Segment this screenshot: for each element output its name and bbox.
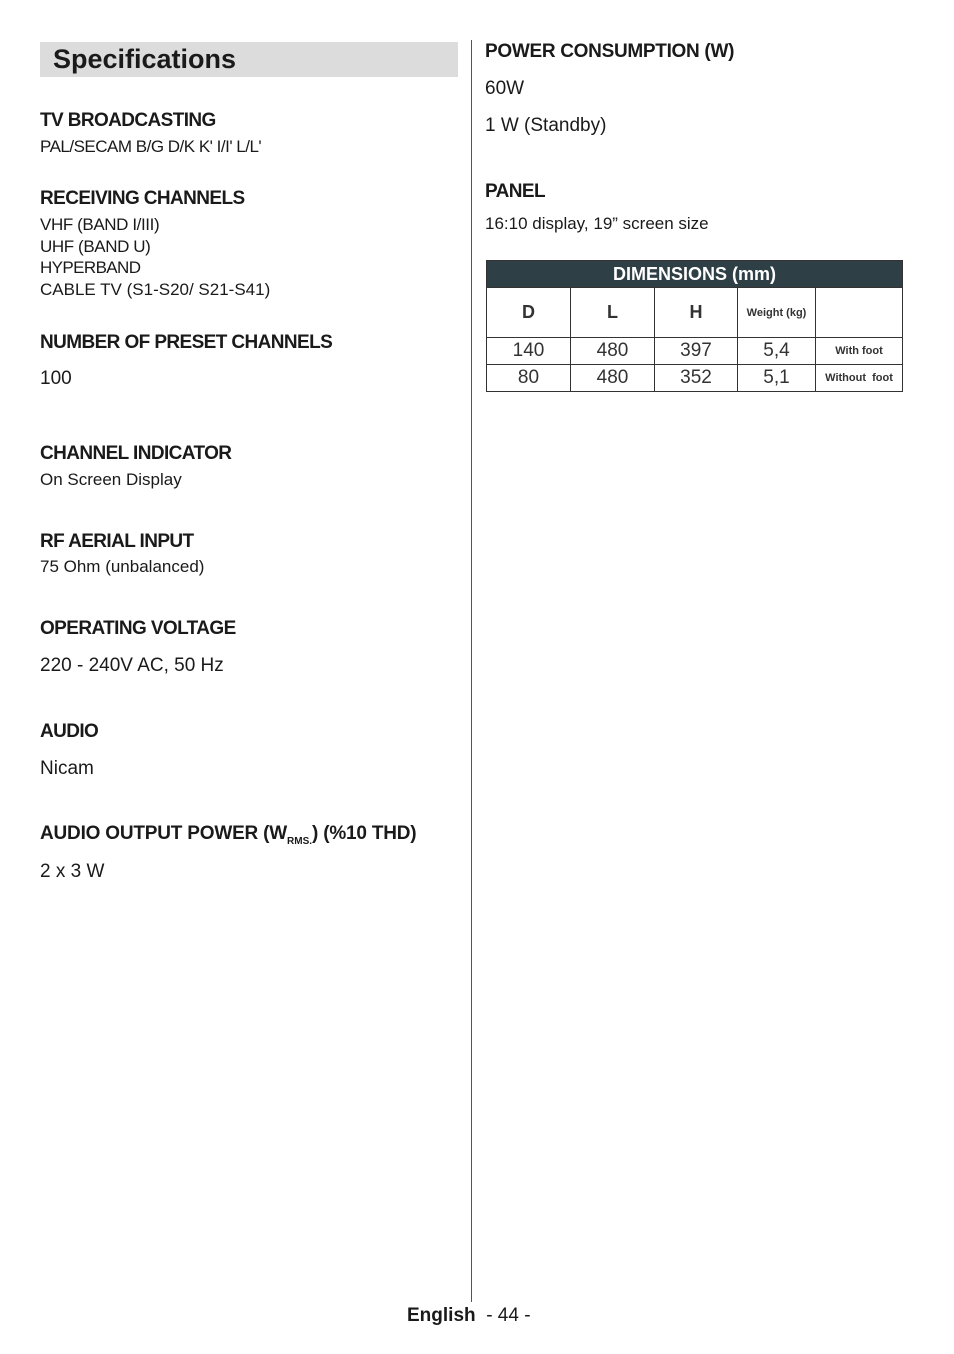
value-receiving-channels-hyperband: HYPERBAND <box>40 258 141 277</box>
value-power-consumption: 60W <box>485 78 525 99</box>
heading-receiving-channels: RECEIVING CHANNELS <box>40 188 245 209</box>
heading-preset-channels: NUMBER OF PRESET CHANNELS <box>40 332 333 353</box>
table-cell: With foot <box>816 338 903 365</box>
dimensions-column-row <box>487 288 903 338</box>
table-cell: 480 <box>571 338 655 365</box>
heading-power-consumption: POWER CONSUMPTION (W) <box>485 41 735 62</box>
value-rf-aerial-input: 75 Ohm (unbalanced) <box>40 557 205 576</box>
table-cell: 5,1 <box>738 365 816 392</box>
heading-operating-voltage: OPERATING VOLTAGE <box>40 618 236 639</box>
value-receiving-channels-uhf: UHF (BAND U) <box>40 237 151 256</box>
table-cell: 80 <box>487 365 571 392</box>
table-cell: 352 <box>655 365 738 392</box>
heading-audio-output-power <box>40 823 416 845</box>
value-power-standby: 1 W (Standby) <box>485 115 607 136</box>
heading-audio-output-power-post: ) (%10 THD) <box>312 823 417 844</box>
dimensions-title: DIMENSIONS (mm) <box>487 261 903 288</box>
value-operating-voltage: 220 - 240V AC, 50 Hz <box>40 655 224 676</box>
footer-page-number: - 44 - <box>486 1305 531 1326</box>
page-footer <box>407 1305 531 1327</box>
footer-language: English <box>407 1305 476 1326</box>
value-preset-channels: 100 <box>40 368 72 389</box>
column-header-blank <box>816 288 903 338</box>
dimensions-header-row <box>487 261 903 288</box>
heading-panel: PANEL <box>485 181 545 202</box>
title-bar <box>40 42 458 77</box>
table-row <box>487 338 903 365</box>
table-row <box>487 365 903 392</box>
heading-audio: AUDIO <box>40 721 99 742</box>
table-cell: 5,4 <box>738 338 816 365</box>
table-cell: 397 <box>655 338 738 365</box>
heading-tv-broadcasting: TV BROADCASTING <box>40 110 216 131</box>
table-cell: 480 <box>571 365 655 392</box>
column-header-l: L <box>571 288 655 338</box>
column-header-d: D <box>487 288 571 338</box>
value-receiving-channels-cable: CABLE TV (S1-S20/ S21-S41) <box>40 280 271 299</box>
column-header-h: H <box>655 288 738 338</box>
table-cell: 140 <box>487 338 571 365</box>
page-title: Specifications <box>53 44 237 74</box>
value-channel-indicator: On Screen Display <box>40 470 182 489</box>
column-header-weight: Weight (kg) <box>738 288 816 338</box>
heading-rf-aerial-input: RF AERIAL INPUT <box>40 531 194 552</box>
table-cell: Without foot <box>816 365 903 392</box>
value-tv-broadcasting: PAL/SECAM B/G D/K K' I/I' L/L' <box>40 137 262 156</box>
dimensions-table <box>486 260 903 392</box>
heading-audio-output-power-sub: RMS. <box>287 836 313 847</box>
value-audio: Nicam <box>40 758 94 779</box>
value-audio-output-power: 2 x 3 W <box>40 861 105 882</box>
heading-channel-indicator: CHANNEL INDICATOR <box>40 443 232 464</box>
column-divider <box>471 40 472 1302</box>
value-receiving-channels-vhf: VHF (BAND I/III) <box>40 215 160 234</box>
value-panel: 16:10 display, 19” screen size <box>485 214 709 233</box>
heading-audio-output-power-pre: AUDIO OUTPUT POWER (W <box>40 823 288 844</box>
